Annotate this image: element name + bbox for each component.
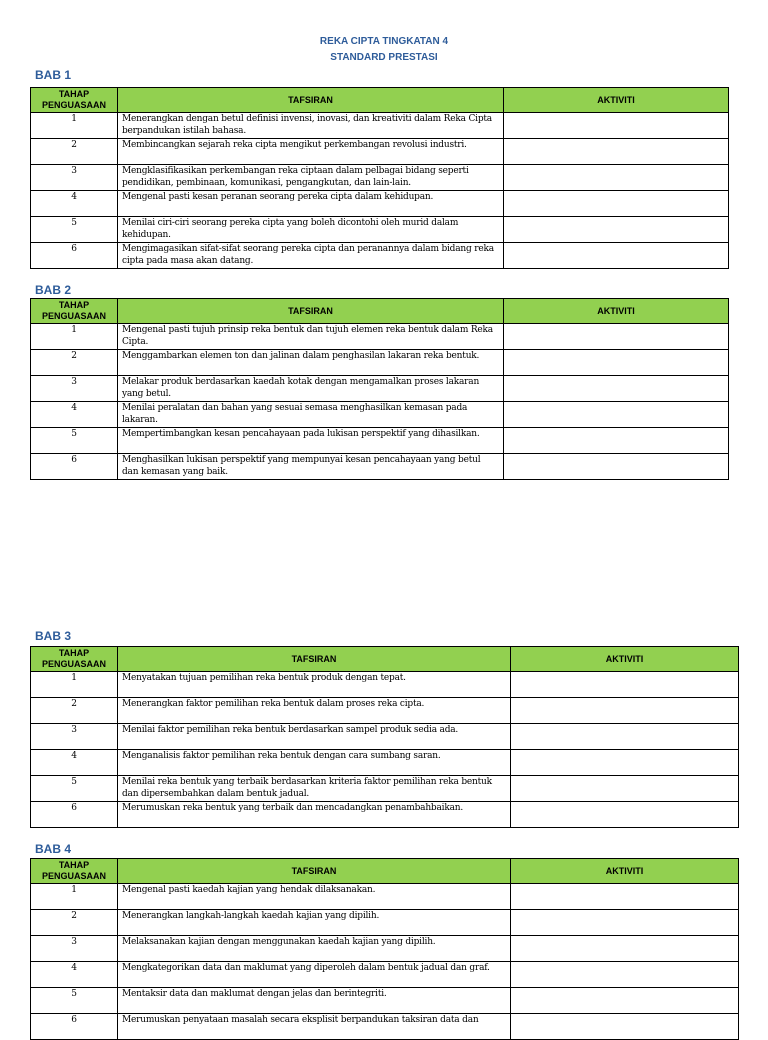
table-row — [31, 962, 739, 988]
document-subtitle: STANDARD PRESTASI — [330, 52, 438, 63]
table-row — [31, 139, 729, 165]
interpretation-cell: Mengklasifikasikan perkembangan reka ciptaan dalam pelbagai bidang seperti pendidikan, pembinaan, komunikasi, pengangkutan, dan lain-lain. — [118, 165, 504, 191]
table-row — [31, 988, 739, 1014]
activity-cell — [511, 698, 739, 724]
level-cell: 6 — [31, 243, 118, 269]
interpretation-cell: Merumuskan penyataan masalah secara eksplisit berpandukan taksiran data dan — [118, 1014, 511, 1040]
interpretation-cell: Menerangkan faktor pemilihan reka bentuk dalam proses reka cipta. — [118, 698, 511, 724]
interpretation-cell: Mengenal pasti tujuh prinsip reka bentuk dan tujuh elemen reka bentuk dalam Reka Cipta. — [118, 324, 504, 350]
section-heading-bab-1: BAB 1 — [35, 68, 72, 82]
level-cell: 4 — [31, 962, 118, 988]
document-title: REKA CIPTA TINGKATAN 4 — [319, 36, 449, 47]
interpretation-cell: Mentaksir data dan maklumat dengan jelas dan berintegriti. — [118, 988, 511, 1014]
level-cell: 4 — [31, 402, 118, 428]
column-header-activity: AKTIVITI — [511, 647, 739, 672]
column-header-interpretation: TAFSIRAN — [118, 647, 511, 672]
activity-cell — [511, 988, 739, 1014]
table-row — [31, 724, 739, 750]
section-heading-bab-2: BAB 2 — [35, 283, 72, 297]
interpretation-cell: Menerangkan langkah-langkah kaedah kajian yang dipilih. — [118, 910, 511, 936]
interpretation-cell: Melakar produk berdasarkan kaedah kotak dengan mengamalkan proses lakaran yang betul. — [118, 376, 504, 402]
level-cell: 2 — [31, 350, 118, 376]
table-bab-4 — [30, 858, 739, 1040]
level-cell: 3 — [31, 936, 118, 962]
level-cell: 1 — [31, 324, 118, 350]
activity-cell — [511, 1014, 739, 1040]
activity-cell — [511, 910, 739, 936]
level-cell: 3 — [31, 165, 118, 191]
column-header-interpretation: TAFSIRAN — [118, 299, 504, 324]
interpretation-cell: Menilai faktor pemilihan reka bentuk berdasarkan sampel produk sedia ada. — [118, 724, 511, 750]
activity-cell — [504, 324, 729, 350]
table-header-row — [31, 647, 739, 672]
level-cell: 5 — [31, 988, 118, 1014]
level-cell: 2 — [31, 698, 118, 724]
activity-cell — [504, 139, 729, 165]
level-cell: 3 — [31, 724, 118, 750]
level-cell: 2 — [31, 139, 118, 165]
column-header-level: TAHAP PENGUASAAN — [31, 647, 118, 672]
interpretation-cell: Menyatakan tujuan pemilihan reka bentuk produk dengan tepat. — [118, 672, 511, 698]
interpretation-cell: Menilai peralatan dan bahan yang sesuai semasa menghasilkan kemasan pada lakaran. — [118, 402, 504, 428]
table-row — [31, 1014, 739, 1040]
section-heading-bab-4: BAB 4 — [35, 842, 72, 856]
level-cell: 5 — [31, 217, 118, 243]
column-header-interpretation: TAFSIRAN — [118, 88, 504, 113]
interpretation-cell: Merumuskan reka bentuk yang terbaik dan mencadangkan penambahbaikan. — [118, 802, 511, 828]
column-header-activity: AKTIVITI — [504, 88, 729, 113]
level-cell: 4 — [31, 191, 118, 217]
level-cell: 3 — [31, 376, 118, 402]
interpretation-cell: Membincangkan sejarah reka cipta mengikut perkembangan revolusi industri. — [118, 139, 504, 165]
column-header-level: TAHAP PENGUASAAN — [31, 859, 118, 884]
level-cell: 1 — [31, 113, 118, 139]
table-row — [31, 113, 729, 139]
column-header-level: TAHAP PENGUASAAN — [31, 299, 118, 324]
table-bab-1 — [30, 87, 729, 269]
table-row — [31, 750, 739, 776]
activity-cell — [511, 962, 739, 988]
interpretation-cell: Melaksanakan kajian dengan menggunakan kaedah kajian yang dipilih. — [118, 936, 511, 962]
activity-cell — [511, 672, 739, 698]
column-header-interpretation: TAFSIRAN — [118, 859, 511, 884]
table-row — [31, 428, 729, 454]
activity-cell — [504, 217, 729, 243]
table-row — [31, 454, 729, 480]
activity-cell — [504, 376, 729, 402]
level-cell: 5 — [31, 776, 118, 802]
column-header-activity: AKTIVITI — [511, 859, 739, 884]
table-row — [31, 884, 739, 910]
activity-cell — [504, 113, 729, 139]
table-bab-2 — [30, 298, 729, 480]
activity-cell — [504, 165, 729, 191]
table-row — [31, 217, 729, 243]
table-header-row — [31, 299, 729, 324]
interpretation-cell: Menilai reka bentuk yang terbaik berdasarkan kriteria faktor pemilihan reka bentuk dan dipersembahkan dalam bentuk jadual. — [118, 776, 511, 802]
interpretation-cell: Mengenal pasti kaedah kajian yang hendak dilaksanakan. — [118, 884, 511, 910]
activity-cell — [504, 191, 729, 217]
table-row — [31, 698, 739, 724]
activity-cell — [511, 802, 739, 828]
activity-cell — [511, 750, 739, 776]
table-bab-3 — [30, 646, 739, 828]
table-row — [31, 936, 739, 962]
table-row — [31, 672, 739, 698]
activity-cell — [511, 776, 739, 802]
table-row — [31, 910, 739, 936]
level-cell: 1 — [31, 884, 118, 910]
level-cell: 6 — [31, 454, 118, 480]
interpretation-cell: Mempertimbangkan kesan pencahayaan pada lukisan perspektif yang dihasilkan. — [118, 428, 504, 454]
activity-cell — [504, 454, 729, 480]
table-row — [31, 376, 729, 402]
level-cell: 6 — [31, 802, 118, 828]
interpretation-cell: Menilai ciri-ciri seorang pereka cipta yang boleh dicontohi oleh murid dalam kehidupan. — [118, 217, 504, 243]
activity-cell — [504, 243, 729, 269]
level-cell: 6 — [31, 1014, 118, 1040]
table-row — [31, 191, 729, 217]
level-cell: 5 — [31, 428, 118, 454]
interpretation-cell: Mengenal pasti kesan peranan seorang pereka cipta dalam kehidupan. — [118, 191, 504, 217]
section-heading-bab-3: BAB 3 — [35, 629, 72, 643]
table-row — [31, 165, 729, 191]
interpretation-cell: Menerangkan dengan betul definisi invensi, inovasi, dan kreativiti dalam Reka Cipta berpandukan istilah bahasa. — [118, 113, 504, 139]
activity-cell — [504, 402, 729, 428]
interpretation-cell: Menganalisis faktor pemilihan reka bentuk dengan cara sumbang saran. — [118, 750, 511, 776]
level-cell: 1 — [31, 672, 118, 698]
activity-cell — [504, 428, 729, 454]
activity-cell — [511, 936, 739, 962]
interpretation-cell: Menggambarkan elemen ton dan jalinan dalam penghasilan lakaran reka bentuk. — [118, 350, 504, 376]
activity-cell — [511, 724, 739, 750]
level-cell: 2 — [31, 910, 118, 936]
interpretation-cell: Mengkategorikan data dan maklumat yang diperoleh dalam bentuk jadual dan graf. — [118, 962, 511, 988]
table-row — [31, 402, 729, 428]
column-header-level: TAHAP PENGUASAAN — [31, 88, 118, 113]
table-row — [31, 776, 739, 802]
activity-cell — [511, 884, 739, 910]
column-header-activity: AKTIVITI — [504, 299, 729, 324]
interpretation-cell: Mengimagasikan sifat-sifat seorang pereka cipta dan peranannya dalam bidang reka cipta pada masa akan datang. — [118, 243, 504, 269]
table-row — [31, 350, 729, 376]
table-header-row — [31, 88, 729, 113]
table-row — [31, 802, 739, 828]
table-row — [31, 324, 729, 350]
interpretation-cell: Menghasilkan lukisan perspektif yang mempunyai kesan pencahayaan yang betul dan kemasan yang baik. — [118, 454, 504, 480]
level-cell: 4 — [31, 750, 118, 776]
table-header-row — [31, 859, 739, 884]
activity-cell — [504, 350, 729, 376]
table-row — [31, 243, 729, 269]
